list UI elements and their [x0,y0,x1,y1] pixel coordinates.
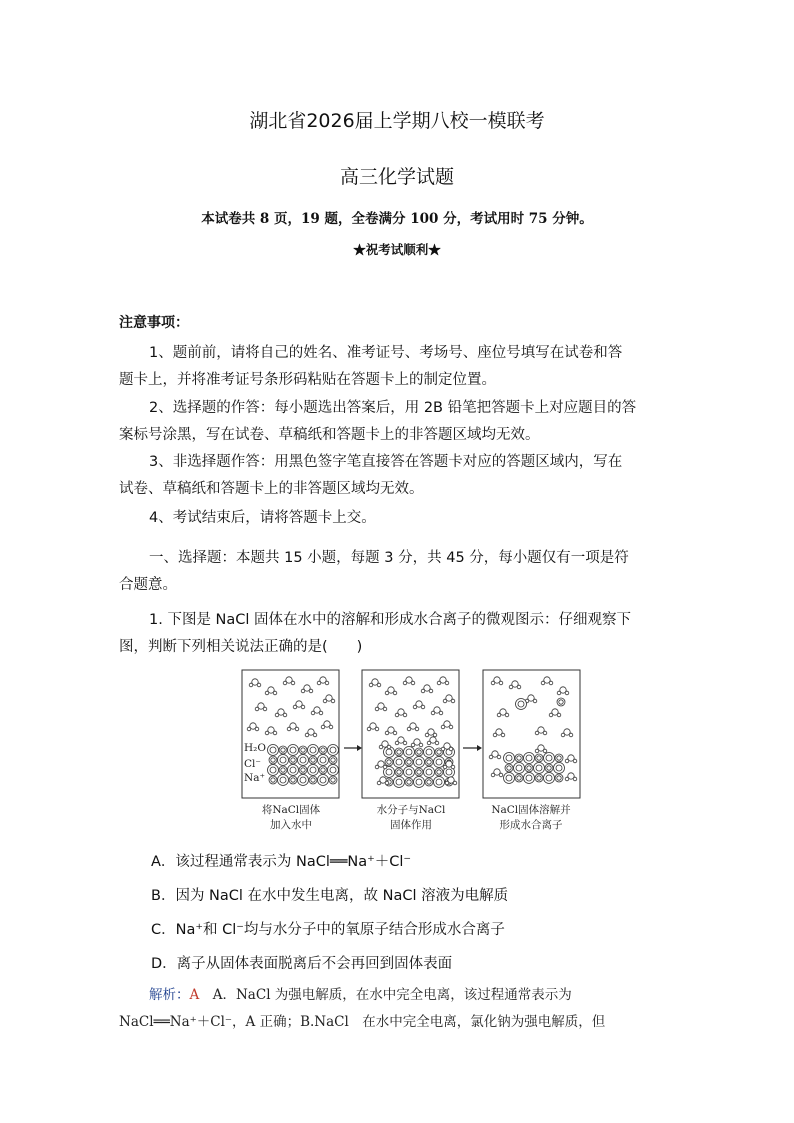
water-hydrogen [301,689,305,693]
sodium-ion-core [291,778,295,782]
water-hydrogen [489,755,493,759]
notice-item-3-line-2: 试卷、草稿纸和答题卡上的非答题区域均无效。 [119,481,424,497]
water-hydrogen [257,683,261,687]
water-hydrogen [411,681,415,685]
water-hydrogen [403,681,407,685]
chloride-ion-core [506,755,512,761]
water-hydrogen [319,711,323,715]
chloride-ion-core [416,759,422,765]
water-hydrogen [323,699,327,703]
analysis-label: 解析： [149,987,190,1003]
water-hydrogen [313,733,317,737]
water-hydrogen [255,707,259,711]
chloride-ion-core [506,775,512,781]
sodium-ion-core [311,758,315,762]
analysis-line-2: NaCl══Na⁺＋Cl⁻，A 正确；B.NaCl 在水中完全电离，氯化钠为强电解质，但 [119,1014,606,1030]
sodium-ion-core [417,750,421,754]
sodium-ion-core [407,780,411,784]
section-heading-line-1: 一、选择题：本题共 15 小题，每题 3 分，共 45 分，每小题仅有一项是符 [149,550,629,566]
water-hydrogen [247,727,251,731]
notice-item-2 [119,395,679,449]
water-hydrogen [451,765,455,769]
sodium-ion-core [321,748,325,752]
chloride-ion-core [546,775,552,781]
caption-1-line-1: 将NaCl固体 [261,804,321,816]
water-hydrogen [403,713,407,717]
water-hydrogen [425,733,429,737]
water-hydrogen [499,681,503,685]
chloride-ion-core [546,755,552,761]
chloride-ion-core [536,765,542,771]
water-hydrogen [383,765,387,769]
chloride-ion-core [416,779,422,785]
water-hydrogen [549,681,553,685]
water-hydrogen [421,689,425,693]
notice-item-1-line-2: 题卡上，并将准考证号条形码粘贴在答题卡上的制定位置。 [119,372,496,388]
sodium-ion-core [517,756,521,760]
water-hydrogen [449,747,453,751]
chloride-ion-core [310,767,316,773]
water-hydrogen [561,733,565,737]
water-hydrogen [293,705,297,709]
water-hydrogen [325,681,329,685]
water-hydrogen [291,681,295,685]
sodium-ion-core [331,778,335,782]
notice-item-3 [119,449,679,503]
notice-item-2-line-1: 2、选择题的作答：每小题选出答案后，用 2B 铅笔把答题卡上对应题目的答 [149,400,637,416]
water-hydrogen [427,741,431,745]
chloride-ion-core [396,759,402,765]
water-hydrogen [255,727,259,731]
water-hydrogen [543,749,547,753]
water-hydrogen [393,691,397,695]
water-hydrogen [569,733,573,737]
water-hydrogen [557,713,561,717]
water-hydrogen [443,765,447,769]
chloride-ion-core [446,769,452,775]
water-hydrogen [443,699,447,703]
water-hydrogen [573,777,577,781]
chloride-ion-core [300,757,306,763]
sodium-ion-core [271,758,275,762]
option-b: B．因为 NaCl 在水中发生电离，故 NaCl 溶液为电解质 [151,888,509,904]
water-hydrogen [535,731,539,735]
sodium-ion-core [557,756,561,760]
chloride-ion-core [290,747,296,753]
question-1-line-2: 图，判断下列相关说法正确的是( ) [119,639,363,655]
water-hydrogen [491,773,495,777]
chloride-ion-core [270,767,276,773]
water-hydrogen [369,683,373,687]
water-hydrogen [309,689,313,693]
water-hydrogen [263,707,267,711]
chloride-ion-core [320,757,326,763]
sodium-ion-core [271,778,275,782]
chloride-ion-core [280,757,286,763]
sodium-ion-core [437,770,441,774]
notice-item-1 [119,340,679,394]
chloride-ion-core [330,767,336,773]
question-1-stem [119,607,679,661]
water-hydrogen [283,713,287,717]
notice-item-3-line-1: 3、非选择题作答：用黑色签字笔直接答在答题卡对应的答题区域内，写在 [149,454,623,470]
chloride-ion-core [526,775,532,781]
water-hydrogen [565,759,569,763]
water-hydrogen [509,685,513,689]
caption-2-line-2: 固体作用 [390,819,432,831]
water-hydrogen [287,727,291,731]
label-cl: Cl⁻ [244,758,261,770]
water-hydrogen [535,749,539,753]
chloride-ion-core [516,765,522,771]
chloride-ion-core [526,755,532,761]
arrow-1 [344,745,362,751]
water-hydrogen [557,691,561,695]
chloride-ion-core [436,779,442,785]
sodium-ion-core [507,766,511,770]
water-hydrogen [393,731,397,735]
chloride-ion-core [426,769,432,775]
water-hydrogen [321,725,325,729]
chloride-ion-core [386,769,392,775]
caption-1-line-2: 加入水中 [270,819,312,831]
water-hydrogen [453,781,457,785]
caption-3-line-1: NaCl固体溶解并 [491,804,571,816]
water-hydrogen [385,691,389,695]
water-hydrogen [419,743,423,747]
water-hydrogen [249,683,253,687]
chloride-ion-core [406,749,412,755]
water-hydrogen [395,741,399,745]
water-hydrogen [403,741,407,745]
chloride-ion-core [426,749,432,755]
water-hydrogen [377,781,381,785]
notice-item-4-line-1: 4、考试结束后，请将答题卡上交。 [149,510,376,526]
caption-2-line-1: 水分子与NaCl [376,804,446,816]
label-na: Na⁺ [244,772,265,784]
water-hydrogen [501,733,505,737]
water-hydrogen [265,691,269,695]
water-hydrogen [305,733,309,737]
water-hydrogen [441,747,445,751]
water-hydrogen [375,765,379,769]
water-hydrogen [517,685,521,689]
option-a: A．该过程通常表示为 NaCl══Na⁺＋Cl⁻ [151,854,412,870]
analysis-answer: A [189,987,200,1003]
water-hydrogen [431,711,435,715]
sodium-ion-core [311,778,315,782]
notice-heading: 注意事项： [119,315,189,331]
water-hydrogen [565,777,569,781]
chloride-ion-core [300,777,306,783]
water-hydrogen [317,681,321,685]
panel-2 [362,670,459,798]
water-hydrogen [375,727,379,731]
sodium-ion-core [321,768,325,772]
water-hydrogen [415,727,419,731]
notice-item-2-line-2: 案标号涂黑，写在试卷、草稿纸和答题卡上的非答题区域均无效。 [119,427,540,443]
chloride-ion-core [310,747,316,753]
water-hydrogen [329,725,333,729]
notice-item-1-line-1: 1、题前前，请将自己的姓名、准考证号、考场号、座位号填写在试卷和答 [149,345,623,361]
water-hydrogen [301,705,305,709]
water-hydrogen [497,713,501,717]
water-hydrogen [433,733,437,737]
exam-title: 湖北省2026届上学期八校一模联考 [249,110,545,132]
good-luck-line: ★祝考试顺利★ [353,242,441,257]
water-hydrogen [493,733,497,737]
water-hydrogen [439,711,443,715]
question-1-line-1: 1. 下图是 NaCl 固体在水中的溶解和形成水合离子的微观图示：仔细观察下 [149,612,632,628]
water-hydrogen [377,683,381,687]
water-hydrogen [375,707,379,711]
exam-info: 本试卷共 8 页，19 题，全卷满分 100 分，考试用时 75 分钟。 [201,211,593,227]
water-hydrogen [541,681,545,685]
sodium-ion-core [427,760,431,764]
water-hydrogen [295,727,299,731]
analysis-block [119,982,679,1036]
water-hydrogen [565,691,569,695]
water-hydrogen [385,731,389,735]
sodium-ion-core [387,760,391,764]
option-d: D．离子从固体表面脱离后不会再回到固体表面 [151,956,453,972]
water-hydrogen [273,731,277,735]
chloride-ion-core [290,767,296,773]
sodium-ion-core [427,780,431,784]
water-hydrogen [573,759,577,763]
sodium-ion-core [537,776,541,780]
chloride-ion-core [396,779,402,785]
sodium-ion-core [331,758,335,762]
water-hydrogen [395,713,399,717]
water-hydrogen [445,781,449,785]
sodium-ion-core [517,776,521,780]
sodium-ion-core [281,748,285,752]
sodium-ion-core [301,768,305,772]
sodium-ion-core [397,770,401,774]
chloride-ion-core [556,765,562,771]
water-hydrogen [367,727,371,731]
sodium-ion-core [559,700,563,704]
water-hydrogen [497,755,501,759]
water-hydrogen [491,681,495,685]
chloride-ion-core [518,701,524,707]
panel-3 [483,670,580,798]
sodium-ion-core [537,756,541,760]
water-hydrogen [411,743,415,747]
water-hydrogen [445,681,449,685]
chloride-ion-core [280,777,286,783]
sodium-ion-core [437,750,441,754]
water-hydrogen [331,699,335,703]
water-hydrogen [499,773,503,777]
water-hydrogen [383,707,387,711]
analysis-line-1: A．NaCl 为强电解质，在水中完全电离，该过程通常表示为 [199,987,572,1003]
section-heading-line-2: 合题意。 [119,577,177,593]
option-c: C．Na⁺和 Cl⁻均与水分子中的氧原子结合形成水合离子 [151,922,505,938]
water-hydrogen [441,725,445,729]
water-hydrogen [413,705,417,709]
water-hydrogen [437,681,441,685]
chloride-ion-core [330,747,336,753]
water-hydrogen [387,745,391,749]
water-hydrogen [275,713,279,717]
sodium-ion-core [557,776,561,780]
chloride-ion-core [320,777,326,783]
water-hydrogen [543,731,547,735]
subject-title: 高三化学试题 [339,166,454,188]
water-hydrogen [429,689,433,693]
sodium-ion-core [417,770,421,774]
water-hydrogen [311,711,315,715]
water-hydrogen [435,741,439,745]
water-hydrogen [379,745,383,749]
water-hydrogen [407,727,411,731]
sodium-ion-core [281,768,285,772]
water-hydrogen [451,699,455,703]
chloride-ion-core [270,747,276,753]
section-heading [119,545,679,599]
sodium-ion-core [291,758,295,762]
water-hydrogen [549,713,553,717]
water-hydrogen [283,681,287,685]
chloride-ion-core [386,749,392,755]
water-hydrogen [505,713,509,717]
sodium-ion-core [527,766,531,770]
chloride-ion-core [436,759,442,765]
nacl-dissolution-figure [241,668,581,838]
sodium-ion-core [397,750,401,754]
sodium-ion-core [407,760,411,764]
water-hydrogen [421,705,425,709]
water-hydrogen [265,731,269,735]
caption-3-line-2: 形成水合离子 [499,819,563,831]
sodium-ion-core [301,748,305,752]
water-hydrogen [273,691,277,695]
sodium-ion-core [547,766,551,770]
label-h2o: H₂O [244,742,266,754]
chloride-ion-core [406,769,412,775]
notice-item-4 [119,505,679,532]
water-hydrogen [449,725,453,729]
arrow-2 [463,745,482,751]
water-hydrogen [385,781,389,785]
water-hydrogen [533,699,537,703]
